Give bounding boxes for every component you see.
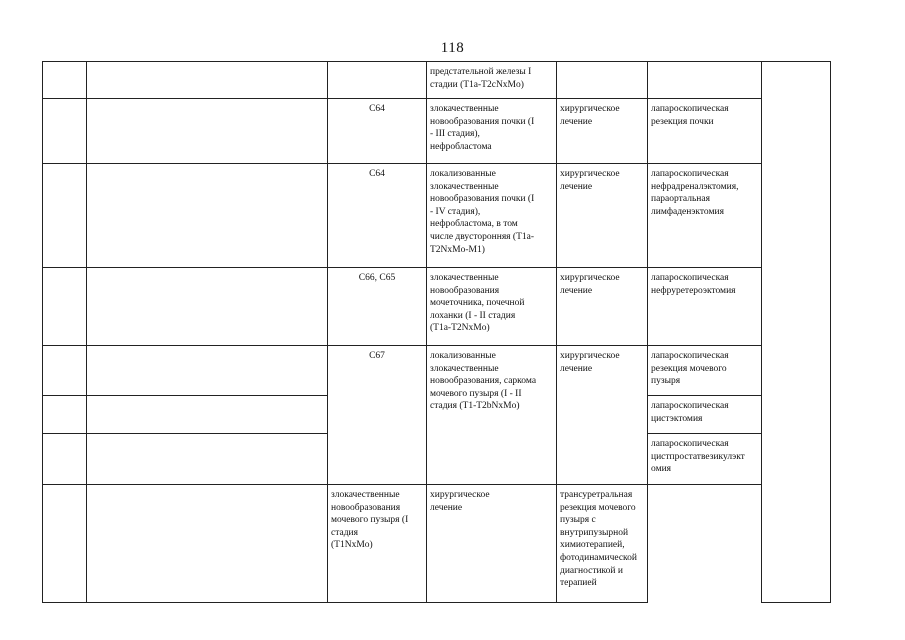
treatment-method-cell: лапароскопическая цистэктомия: [648, 396, 762, 434]
treatment-method-cell: лапароскопическая резекция почки: [648, 99, 762, 164]
row-number-cell: [43, 268, 87, 346]
row-number-cell: [43, 346, 87, 396]
cost-cell: [762, 62, 831, 603]
diagnosis-cell: предстательной железы I стадии (T1a-T2cNxMo): [427, 62, 557, 99]
page-number: 118: [440, 40, 465, 56]
profile-cell: [87, 268, 328, 346]
profile-cell: [87, 396, 328, 434]
row-number-cell: [43, 434, 87, 485]
profile-cell: [87, 434, 328, 485]
diagnosis-cell: локализованные злокачественные новообразования, саркома мочевого пузыря (I - II стадия (T1-T2bNxMo): [427, 346, 557, 485]
diagnosis-cell: локализованные злокачественные новообразования почки (I - IV стадия), нефробластома, в том числе двусторонняя (T1a- T2NxMo-M1): [427, 164, 557, 268]
table-row: [43, 99, 831, 164]
icd-code-cell: C64: [328, 164, 427, 268]
row-number-cell: [43, 485, 87, 603]
table-row: [43, 164, 831, 268]
icd-code-cell: C67: [328, 346, 427, 485]
diagnosis-cell: злокачественные новообразования почки (I - III стадия), нефробластома: [427, 99, 557, 164]
profile-cell: [87, 485, 328, 603]
treatment-type-cell: хирургическое лечение: [557, 164, 648, 268]
treatment-type-cell: хирургическое лечение: [427, 485, 557, 603]
table-row: [43, 346, 831, 396]
profile-cell: [87, 62, 328, 99]
profile-cell: [87, 99, 328, 164]
table-row: [43, 268, 831, 346]
treatment-type-cell: хирургическое лечение: [557, 99, 648, 164]
row-number-cell: [43, 62, 87, 99]
treatment-method-cell: [648, 62, 762, 99]
diagnosis-cell: злокачественные новообразования мочеточника, почечной лоханки (I - II стадия (T1a-T2NxMo): [427, 268, 557, 346]
treatment-type-cell: хирургическое лечение: [557, 346, 648, 485]
treatment-method-cell: лапароскопическая нефрадреналэктомия, параортальная лимфаденэктомия: [648, 164, 762, 268]
table-row: [43, 62, 831, 99]
icd-code-cell: C66, C65: [328, 268, 427, 346]
row-number-cell: [43, 164, 87, 268]
icd-code-cell: [328, 62, 427, 99]
profile-cell: [87, 346, 328, 396]
row-number-cell: [43, 396, 87, 434]
table-row: [43, 485, 831, 603]
treatment-type-cell: [557, 62, 648, 99]
treatment-method-cell: лапароскопическая резекция мочевого пузыря: [648, 346, 762, 396]
profile-cell: [87, 164, 328, 268]
treatment-table: [42, 61, 831, 603]
treatment-method-cell: лапароскопическая нефруретероэктомия: [648, 268, 762, 346]
treatment-method-cell: лапароскопическая цистпростатвезикулэкт омия: [648, 434, 762, 485]
row-number-cell: [43, 99, 87, 164]
diagnosis-cell: злокачественные новообразования мочевого пузыря (I стадия (T1NxMo): [328, 485, 427, 603]
treatment-type-cell: хирургическое лечение: [557, 268, 648, 346]
treatment-method-cell: трансуретральная резекция мочевого пузыря с внутрипузырной химиотерапией, фотодинамической диагностикой и терапией: [557, 485, 648, 603]
icd-code-cell: C64: [328, 99, 427, 164]
